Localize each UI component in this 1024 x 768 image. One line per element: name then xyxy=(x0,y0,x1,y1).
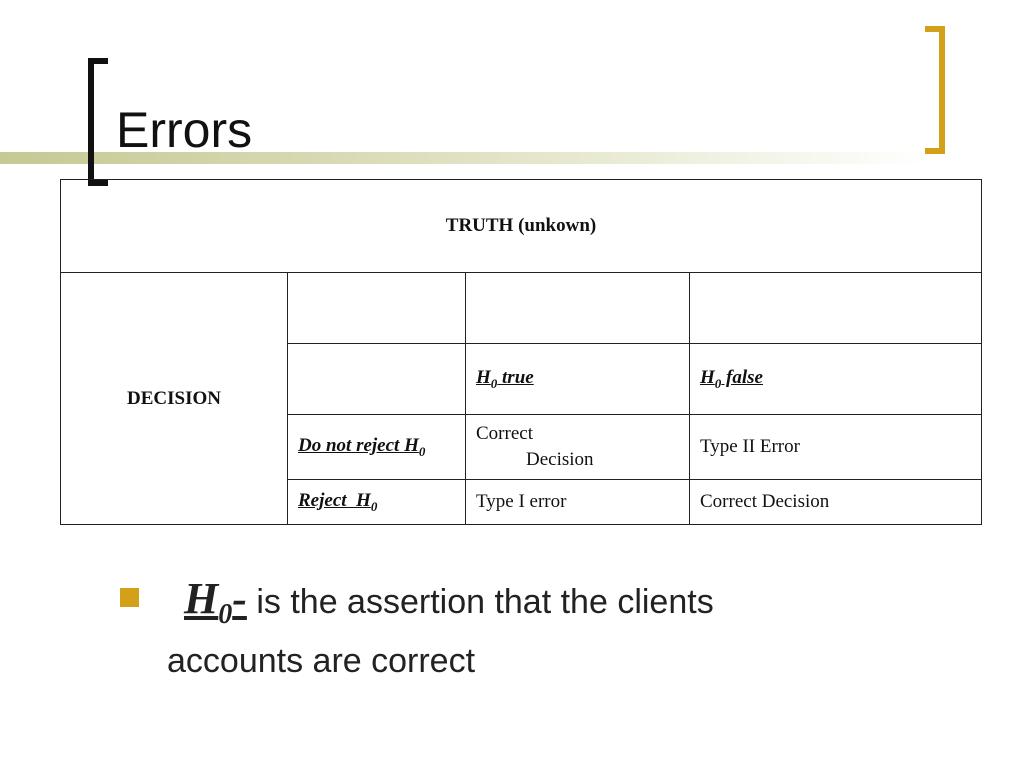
row-label-reject: Reject $H_0$ xyxy=(288,480,466,525)
table-row-blank xyxy=(61,273,982,344)
table-cell-blank xyxy=(288,344,466,415)
bullet-line-2: accounts are correct xyxy=(167,641,476,680)
bullet-line-1: $H_0-$ is the assertion that the clients xyxy=(184,574,714,630)
table-row-truth xyxy=(61,180,982,273)
bullet-square-icon xyxy=(120,588,139,607)
column-header-h0-false: $H_0$ false xyxy=(690,344,982,415)
left-bracket-decoration xyxy=(88,58,108,186)
table-cell-blank xyxy=(690,273,982,344)
slide-title: Errors xyxy=(116,102,253,158)
cell-correct-decision: Correct Decision xyxy=(466,415,690,480)
table-cell-blank xyxy=(288,273,466,344)
table-cell-blank xyxy=(466,273,690,344)
column-header-h0-true: $H_0$ true xyxy=(466,344,690,415)
cell-type-ii-error: Type II Error xyxy=(690,415,982,480)
right-bracket-decoration xyxy=(925,26,945,154)
cell-correct-decision-2: Correct Decision xyxy=(690,480,982,525)
row-label-do-not-reject: Do not reject $H_0$ xyxy=(288,415,466,480)
truth-header: TRUTH (unkown) xyxy=(61,180,982,273)
decision-label: DECISION xyxy=(61,273,288,525)
cell-type-i-error: Type I error xyxy=(466,480,690,525)
bullet-point xyxy=(167,576,867,684)
h0-symbol: $H_0-$ xyxy=(184,574,247,630)
errors-table xyxy=(60,179,982,525)
